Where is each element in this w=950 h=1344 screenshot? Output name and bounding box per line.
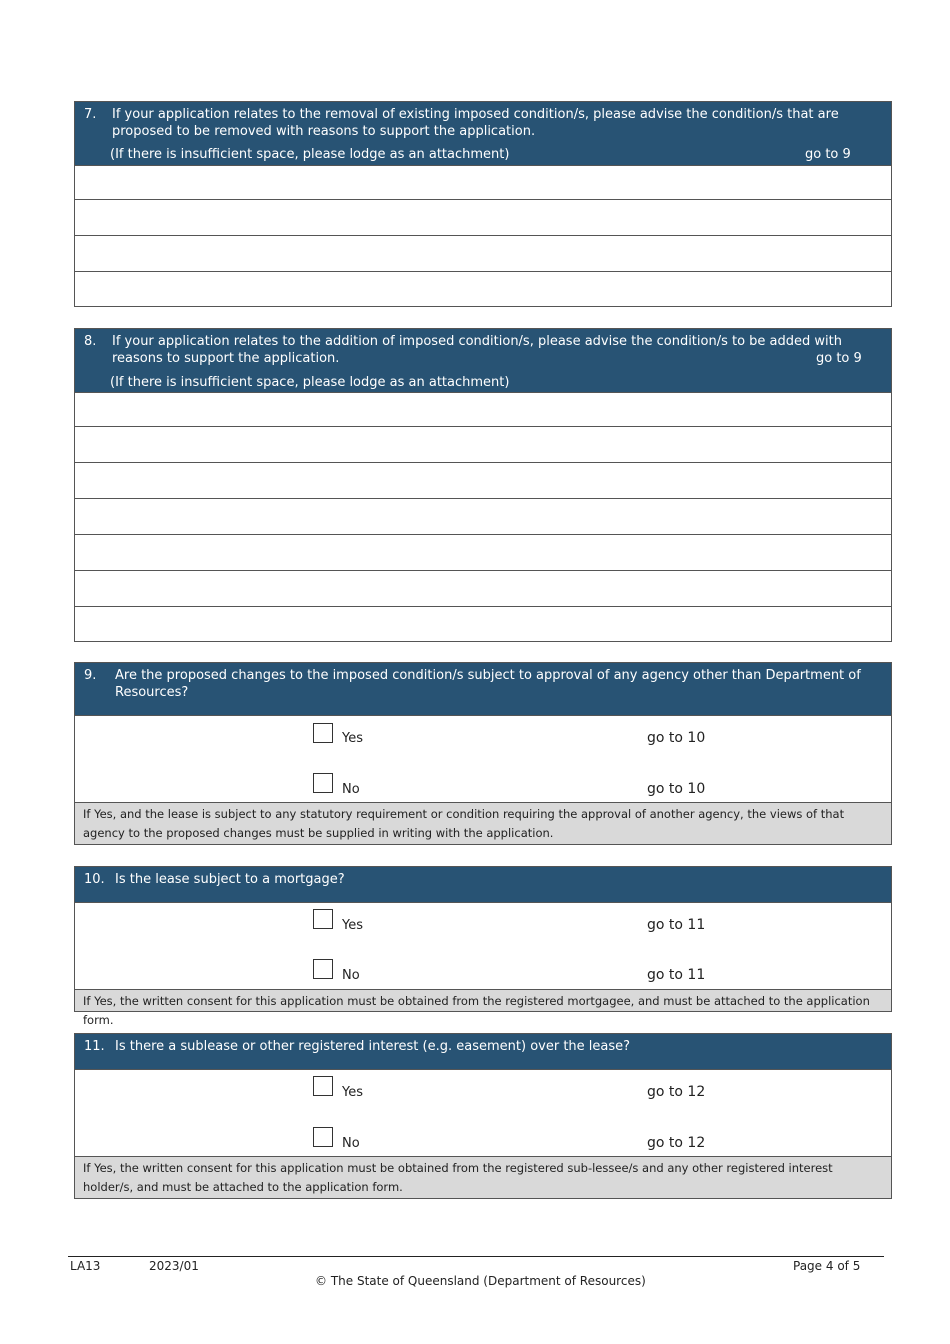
question-7-header — [75, 102, 891, 165]
yes-checkbox[interactable] — [313, 1076, 333, 1096]
yes-goto: go to 10 — [647, 730, 706, 746]
answer-line[interactable] — [75, 498, 891, 534]
page-number: Page 4 of 5 — [793, 1259, 861, 1273]
question-9-footnote: If Yes, and the lease is subject to any statutory requirement or condition requiring the approval of another agency, the views of that agency to the proposed changes must be supplied in writing with the application. — [75, 802, 891, 844]
yes-goto: go to 11 — [647, 917, 706, 933]
answer-line[interactable] — [75, 165, 891, 199]
yes-goto: go to 12 — [647, 1084, 706, 1100]
question-11-section — [74, 1033, 892, 1199]
question-8-number: 8. — [84, 334, 97, 349]
question-8-note: (If there is insufficient space, please lodge as an attachment) — [110, 375, 510, 390]
no-label: No — [342, 1136, 360, 1151]
yes-label: Yes — [342, 1085, 363, 1100]
question-10-header — [75, 867, 891, 902]
answer-line[interactable] — [75, 199, 891, 235]
question-11-header — [75, 1034, 891, 1069]
answer-line[interactable] — [75, 235, 891, 271]
form-code: LA13 — [70, 1259, 101, 1273]
answer-line[interactable] — [75, 426, 891, 462]
no-checkbox[interactable] — [313, 1127, 333, 1147]
yes-checkbox[interactable] — [313, 909, 333, 929]
answer-line[interactable] — [75, 570, 891, 606]
question-7-section — [74, 101, 892, 307]
yes-label: Yes — [342, 918, 363, 933]
no-label: No — [342, 782, 360, 797]
no-checkbox[interactable] — [313, 773, 333, 793]
question-11-footnote: If Yes, the written consent for this application must be obtained from the registered sub-lessee/s and any other registered interest holder/s, and must be attached to the application form. — [75, 1156, 891, 1198]
question-10-section — [74, 866, 892, 1027]
answer-line[interactable] — [75, 462, 891, 498]
question-7-text: If your application relates to the removal of existing imposed condition/s, please advise the condition/s that are proposed to be removed with reasons to support the application. — [112, 107, 839, 139]
question-7-goto: go to 9 — [805, 147, 851, 162]
question-10-footnote: If Yes, the written consent for this application must be obtained from the registered mortgagee, and must be attached to the application form. — [75, 989, 891, 1011]
question-11-options — [75, 1069, 891, 1156]
form-version: 2023/01 — [149, 1259, 199, 1273]
copyright: © The State of Queensland (Department of Resources) — [315, 1274, 646, 1288]
question-9-text: Are the proposed changes to the imposed condition/s subject to approval of any agency other than Department of Resources? — [115, 668, 861, 700]
question-9-options — [75, 715, 891, 802]
answer-line[interactable] — [75, 271, 891, 306]
question-11-number: 11. — [84, 1039, 105, 1054]
question-9-header — [75, 663, 891, 715]
question-10-options — [75, 902, 891, 989]
answer-line[interactable] — [75, 392, 891, 426]
question-7-number: 7. — [84, 107, 97, 122]
question-9-number: 9. — [84, 668, 97, 683]
question-8-section — [74, 328, 892, 642]
no-goto: go to 10 — [647, 781, 706, 797]
answer-line[interactable] — [75, 606, 891, 641]
question-8-header — [75, 329, 891, 392]
yes-label: Yes — [342, 731, 363, 746]
question-11-text: Is there a sublease or other registered interest (e.g. easement) over the lease? — [115, 1039, 631, 1054]
question-8-text: If your application relates to the addition of imposed condition/s, please advise the condition/s to be added with reasons to support the application. — [112, 334, 842, 366]
question-7-note: (If there is insufficient space, please lodge as an attachment) — [110, 147, 510, 162]
no-goto: go to 12 — [647, 1135, 706, 1151]
no-label: No — [342, 968, 360, 983]
question-10-text: Is the lease subject to a mortgage? — [115, 872, 345, 887]
no-checkbox[interactable] — [313, 959, 333, 979]
yes-checkbox[interactable] — [313, 723, 333, 743]
question-9-section — [74, 662, 892, 845]
footer-rule — [68, 1256, 884, 1257]
no-goto: go to 11 — [647, 967, 706, 983]
answer-line[interactable] — [75, 534, 891, 570]
question-8-goto: go to 9 — [816, 351, 862, 366]
question-10-number: 10. — [84, 872, 105, 887]
